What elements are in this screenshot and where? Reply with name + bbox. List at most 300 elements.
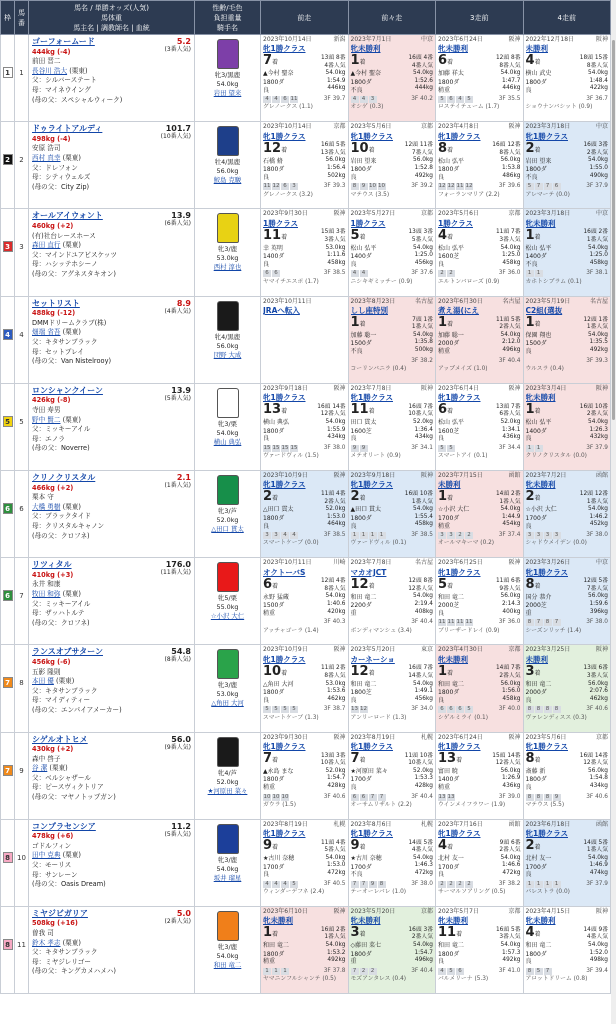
race-name-link[interactable]: 牝1勝クラス	[438, 393, 481, 403]
race-jockey: 加藤 聡一	[350, 331, 377, 339]
last-3f: 3F 39.6	[498, 183, 521, 190]
corner-position: 8	[544, 706, 552, 713]
race-date: 2023年4月30日	[438, 646, 483, 654]
past-race-cell[interactable]	[261, 35, 349, 122]
past-race-cell[interactable]	[523, 296, 611, 383]
horse-weight: 466kg (+2)	[32, 483, 74, 492]
corner-position: 2	[438, 881, 446, 888]
race-name-link[interactable]: 牝1勝クラス	[263, 829, 306, 839]
jockey-link[interactable]: 和田 竜二	[213, 960, 242, 969]
race-name-link[interactable]: 牝1勝クラス	[350, 829, 393, 839]
race-name-link[interactable]: 牝未勝利	[350, 916, 381, 926]
mother: 母：サンレーン	[32, 870, 78, 879]
past-race-cell[interactable]	[261, 645, 349, 732]
horse-name-link[interactable]: オールアイウォント	[32, 211, 103, 221]
race-name-link[interactable]: 牝1勝クラス	[263, 131, 306, 141]
race-venue: 京都	[508, 907, 521, 915]
race-result-detail: 12頭 11番 7番人気 56.0kg 1:52.8 492kg	[404, 142, 433, 179]
race-name-link[interactable]: 牝1勝クラス	[350, 480, 393, 490]
father: 父：キタサンブラック	[32, 686, 98, 695]
owner: 五影 隆則	[32, 667, 61, 676]
race-result-detail: 11頭 6番 9番人気 56.0kg 2:14.3 400kg	[495, 578, 521, 615]
track-condition: 稍重	[438, 348, 451, 356]
trainer-link[interactable]: 大橋 勇樹	[32, 502, 61, 511]
past-race-cell[interactable]	[523, 906, 611, 993]
horse-name-link[interactable]: リツィタル	[32, 560, 72, 570]
race-name-link[interactable]: 牝1勝クラス	[438, 829, 481, 839]
race-name-link[interactable]: 牝未勝利	[438, 654, 468, 664]
race-name-link[interactable]: 1勝クラス	[438, 218, 473, 228]
race-name-link[interactable]: 未勝利	[525, 654, 548, 664]
race-date: 2023年3月18日	[525, 123, 571, 131]
finish-position: 11着	[350, 402, 375, 418]
race-name-link[interactable]: 牝未勝利	[350, 44, 381, 54]
past-race-cell[interactable]	[348, 383, 436, 470]
past-race-cell[interactable]	[348, 819, 436, 906]
race-result-detail: 11頭 5番 2番人気 54.0kg 2:12.0 496kg	[495, 316, 521, 353]
race-name-link[interactable]: 牝1勝クラス	[438, 741, 481, 751]
race-date: 2023年7月8日	[350, 559, 392, 567]
race-venue: 阪神	[333, 733, 346, 741]
last-3f: 3F 38.0	[586, 531, 608, 538]
past-race-cell[interactable]	[348, 209, 436, 296]
past-race-cell[interactable]	[261, 296, 349, 383]
race-name-link[interactable]: マカオJCT	[350, 567, 387, 577]
past-race-cell[interactable]	[348, 35, 436, 122]
race-name-link[interactable]: 牝1勝クラス	[263, 741, 306, 751]
race-name-link[interactable]: 牝1勝クラス	[263, 480, 306, 490]
race-name-link[interactable]: 牝未勝利	[525, 393, 556, 403]
corner-position: 9	[360, 183, 368, 190]
race-name-link[interactable]: 牝未勝利	[525, 480, 556, 490]
past-race-cell[interactable]	[523, 383, 611, 470]
waku-cell	[1, 558, 15, 645]
past-race-cell[interactable]	[261, 732, 349, 819]
jockey-link[interactable]: 鮫島 克駿	[213, 176, 242, 185]
track-condition: 良	[350, 696, 357, 704]
trainer-link[interactable]: 田中 克典	[32, 851, 61, 860]
race-name-link[interactable]: JRAへ転入	[263, 305, 300, 315]
corner-position: 15	[281, 444, 289, 451]
corner-position: 6	[263, 270, 271, 277]
past-race-cell[interactable]	[436, 383, 524, 470]
trainer-link[interactable]: 本田 優	[32, 677, 54, 686]
race-jockey: 加藤 祥太	[438, 70, 464, 78]
race-name-link[interactable]: カーネーショ	[350, 654, 395, 664]
race-name-link[interactable]: 牝1勝クラス	[438, 567, 481, 577]
last-3f: 3F 38.0	[586, 619, 608, 626]
corner-position: 2	[438, 270, 446, 277]
jockey-link[interactable]: ★河原田 菜々	[207, 786, 248, 795]
corner-position: 8	[526, 619, 534, 626]
race-date: 2023年8月23日	[350, 297, 396, 305]
past-race-cell[interactable]	[261, 383, 349, 470]
race-date: 2023年3月4日	[525, 384, 567, 392]
scrollbar[interactable]	[611, 0, 616, 1024]
trainer-link[interactable]: 畑端 省吾	[32, 328, 61, 337]
track-condition: 良	[525, 435, 532, 443]
waku-cell	[1, 209, 15, 296]
trainer-link[interactable]: 谷 潔	[32, 764, 48, 773]
horse-name-link[interactable]: ロンシャンクイーン	[32, 385, 103, 395]
header-horse: 馬名 / 単勝オッズ(人気) 馬体重 馬主名 | 調教師名 | 血統	[29, 1, 195, 35]
corner-position: 3	[369, 96, 377, 103]
jockey-cell	[195, 122, 261, 209]
race-name-link[interactable]: 牝未勝利	[263, 916, 293, 926]
odds: 5.0 (2番人気)	[164, 908, 191, 925]
race-result-detail: 14頭 5番 1番人気 54.0kg 1:46.9 474kg	[583, 839, 608, 877]
race-name-link[interactable]: 牝1勝クラス	[350, 741, 393, 751]
race-distance: 1700ダ	[525, 514, 547, 522]
odds: 176.0 (11番人気)	[160, 560, 191, 577]
jockey-link[interactable]: △角田 大河	[211, 699, 244, 708]
past-race-cell[interactable]	[436, 209, 524, 296]
horse-name-link[interactable]: クリノクリスタル	[32, 472, 96, 482]
corner-position: 2	[447, 270, 455, 277]
corner-position: 4	[351, 96, 359, 103]
past-race-cell[interactable]	[348, 645, 436, 732]
corner-position: 3	[290, 183, 298, 190]
past-race-cell[interactable]	[523, 470, 611, 557]
past-race-cell[interactable]	[523, 645, 611, 732]
corner-position: 10	[369, 183, 376, 190]
winner-name: ヤマイチエスポ (1.7)	[263, 278, 319, 285]
winner-name: スマートケーブ (1.3)	[263, 714, 319, 721]
past-race-cell[interactable]	[261, 209, 349, 296]
burden-weight: 54.0kg	[216, 80, 239, 88]
past-race-cell[interactable]	[348, 558, 436, 645]
race-venue: 川崎	[333, 559, 346, 567]
last-3f: 3F 36.0	[498, 270, 521, 277]
race-venue: 阪神	[508, 559, 521, 567]
winner-name: ウルスラ (0.4)	[525, 365, 564, 372]
horse-weight: 460kg (+2)	[32, 221, 74, 230]
race-date: 2023年9月18日	[263, 384, 308, 392]
corner-position: 2	[456, 532, 464, 539]
track-condition: 良	[350, 260, 357, 268]
race-jockey: 和田 竜二	[263, 942, 289, 950]
corner-position: 5	[465, 96, 473, 103]
past-race-cell[interactable]	[523, 732, 611, 819]
race-name-link[interactable]: 牝1勝クラス	[263, 654, 306, 664]
trainer-link[interactable]: 長谷川 浩大	[32, 66, 68, 75]
horse-name-link[interactable]: ゴーフォームード	[32, 37, 95, 46]
mother: 母：ピースヴィクトリア	[32, 783, 104, 792]
horse-name-link[interactable]: シゲルオトヒメ	[32, 734, 88, 744]
past-race-cell[interactable]	[261, 122, 349, 209]
table-row	[1, 819, 611, 906]
past-race-cell[interactable]	[523, 558, 611, 645]
race-date: 2023年5月7日	[438, 907, 479, 915]
corner-position: 7	[351, 881, 359, 888]
race-venue: 名古屋	[414, 297, 433, 305]
last-3f: 3F 38.7	[323, 706, 346, 713]
horse-name-link[interactable]: ミヤジビガリア	[32, 908, 88, 918]
race-jockey: △田口 貫太	[263, 506, 294, 514]
last-3f: 3F 37.4	[498, 531, 521, 538]
race-name-link[interactable]: 煮え湯(にえ	[438, 305, 479, 315]
corner-position: 3	[553, 532, 561, 539]
race-result-detail: 16頭 5番 13番人気 56.0kg 1:56.4 502kg	[320, 142, 346, 179]
race-date: 2023年5月6日	[525, 733, 567, 741]
last-3f: 3F 40.6	[586, 793, 608, 800]
corner-position: 1	[272, 968, 280, 975]
winner-name: テーオーレバレ (1.0)	[350, 889, 407, 896]
race-result-detail: 16頭 12番 8番人気 56.0kg 1:53.8 486kg	[492, 142, 521, 179]
corner-position: 11	[456, 183, 464, 190]
jockey-silk-icon	[217, 301, 239, 331]
corner-position: 3	[447, 532, 455, 539]
horse-name-link[interactable]: セットリスト	[32, 298, 80, 308]
race-jockey: 松山 弘平	[438, 157, 464, 165]
header-zen: 前走	[261, 1, 349, 35]
corner-position: 6	[272, 270, 280, 277]
race-venue: 京都	[595, 733, 608, 741]
race-name-link[interactable]: 牝未勝利	[525, 916, 556, 926]
race-jockey: 横山 典弘	[263, 419, 289, 427]
father: 父：キタサンブラック	[32, 948, 98, 957]
past-race-cell[interactable]	[348, 906, 436, 993]
mother: 母：セットプレイ	[32, 347, 84, 356]
race-venue: 阪神	[508, 733, 521, 741]
last-3f: 3F 40.6	[586, 706, 608, 713]
track-condition: 良	[350, 784, 357, 792]
race-venue: 札幌	[420, 733, 433, 741]
corner-position: 6	[447, 96, 455, 103]
race-result-detail: 14頭 9番 4番人気 54.0kg 1:52.0 498kg	[583, 926, 608, 964]
race-distance: 1800ダ	[525, 166, 547, 173]
last-3f: 3F 38.5	[411, 531, 433, 538]
race-jockey: 松山 弘平	[525, 419, 552, 427]
jockey-link[interactable]: △田口 貫太	[211, 524, 244, 533]
finish-position: 1着	[350, 53, 366, 69]
winner-name: ウインメイフラワー (1.9)	[438, 801, 506, 808]
winner-name: クリノクリスタル (0.0)	[525, 453, 587, 460]
trainer-link[interactable]: 野中 賢二	[32, 415, 61, 424]
horse-info: クリノクリスタル 2.1 (1番人気) 466kg (+2) 栗本 守 大橋 勇樹 (栗東) 父：ブラックタイド 母：クリスタルキャノン (母の父：クロフネ)	[29, 470, 195, 557]
jockey-silk-icon	[217, 213, 239, 243]
race-jockey: 和田 竜二	[525, 680, 552, 688]
last-3f: 3F 37.8	[323, 967, 346, 974]
corner-position: 9	[369, 881, 377, 888]
past-race-cell[interactable]	[348, 296, 436, 383]
corner-position: 1	[553, 881, 561, 888]
race-name-link[interactable]: しし座特別	[350, 305, 388, 315]
race-name-link[interactable]: 牝1勝クラス	[525, 131, 568, 141]
track-condition: 良	[525, 871, 532, 879]
race-result-detail: 12頭 8番 12番人気 54.0kg 2:19.4 408kg	[408, 578, 433, 615]
mother: 母：マイネウイング	[32, 85, 91, 94]
past-race-cell[interactable]	[261, 558, 349, 645]
race-name-link[interactable]: 牝未勝利	[525, 218, 556, 228]
race-distance: 2000芝	[525, 601, 547, 609]
race-name-link[interactable]: 牝未勝利	[438, 916, 468, 926]
race-name-link[interactable]: 牝1勝クラス	[263, 44, 306, 54]
corner-position: 3	[263, 532, 271, 539]
race-name-link[interactable]: 1勝クラス	[350, 218, 386, 228]
corner-position: 3	[535, 532, 543, 539]
mother: 母：エノラ	[32, 434, 65, 443]
winner-name: アロットドリーム (0.8)	[525, 976, 588, 983]
winner-name: ウィンダーデフネ (2.4)	[263, 889, 325, 896]
corner-position: 7	[369, 794, 377, 801]
corner-position: 5	[272, 706, 280, 713]
past-race-cell[interactable]	[348, 470, 436, 557]
track-condition: 良	[263, 260, 270, 268]
winner-name: オシゲ (0.3)	[350, 104, 384, 111]
past-race-cell[interactable]	[523, 35, 611, 122]
race-result-detail: 11頭 10番 10番人気 52.0kg 1:53.3 428kg	[404, 752, 433, 789]
last-3f: 3F 37.9	[586, 444, 608, 451]
trainer-link[interactable]: 西村 真幸	[32, 153, 61, 162]
umaban-cell: 8	[15, 645, 29, 732]
past-race-cell[interactable]	[523, 819, 611, 906]
race-jockey: 加藤 聡一	[438, 331, 464, 339]
race-venue: 阪神	[595, 384, 608, 392]
horse-name-link[interactable]: ランスオブサターン	[32, 647, 103, 657]
past-race-cell[interactable]	[436, 296, 524, 383]
past-race-cell[interactable]	[436, 470, 524, 557]
corner-position: 3	[272, 532, 280, 539]
race-name-link[interactable]: 牝1勝クラス	[438, 131, 481, 141]
race-name-link[interactable]: 牝1勝クラス	[525, 741, 568, 751]
race-venue: 函館	[508, 471, 521, 479]
corner-position: 5	[263, 706, 271, 713]
winner-name: シゲルミライ (0.1)	[438, 714, 488, 721]
burden-weight: 56.0kg	[216, 341, 239, 350]
odds: 56.0 (9番人気)	[164, 734, 191, 751]
past-race-cell[interactable]	[348, 122, 436, 209]
race-name-link[interactable]: 牝1勝クラス	[525, 567, 568, 577]
past-race-cell[interactable]	[436, 35, 524, 122]
race-name-link[interactable]: オクトーバS	[263, 567, 306, 577]
past-race-cell[interactable]	[523, 122, 611, 209]
race-distance: 2000ダ	[525, 689, 547, 697]
table-row	[1, 35, 611, 122]
race-date: 2023年3月26日	[525, 559, 571, 567]
race-result-detail: 14頭 2番 1番人気 54.0kg 1:44.9 454kg	[495, 490, 521, 528]
race-jockey: ★古川 奈穂	[263, 855, 295, 863]
race-name-link[interactable]: C2組(選抜	[525, 305, 563, 315]
winner-name: オールマキーマ (0.2)	[438, 540, 495, 547]
winner-name: シャドウメイデン (0.0)	[525, 540, 587, 547]
race-distance: 1500ダ	[525, 340, 547, 348]
jockey-link[interactable]: ☆小沢 大仁	[210, 612, 245, 621]
horse-name-link[interactable]: コンプラセンシア	[32, 821, 96, 831]
past-race-cell[interactable]	[261, 819, 349, 906]
horse-info: ミヤジビガリア 5.0 (2番人気) 508kg (+16) 曽我 司 鈴木 孝志 (栗東) 父：キタサンブラック 母：ミヤジレリゴー (母の父：キングカメハメハ)	[29, 906, 195, 993]
corner-position: 7	[544, 183, 552, 190]
race-date: 2023年5月20日	[350, 646, 396, 654]
horse-name-link[interactable]: ドゥライトアルディ	[32, 124, 103, 134]
jockey-silk-icon	[217, 911, 239, 941]
past-race-cell[interactable]	[436, 732, 524, 819]
horse-weight: 410kg (+3)	[32, 570, 74, 579]
horse-info: ランスオブサターン 54.8 (8番人気) 456kg (-6) 五影 隆則 本田 優 (栗東) 父：キタサンブラック 母：マイディティー (母の父：エンパイアメーカー)	[29, 645, 195, 732]
winner-name: メテオリート (0.9)	[350, 453, 401, 460]
jockey-link[interactable]: 坂井 瑠星	[213, 873, 242, 882]
finish-position: 2着	[263, 489, 279, 505]
jockey-link[interactable]: 団野 大成	[213, 350, 242, 359]
track-condition: 良	[263, 435, 270, 443]
waku-badge: 3	[3, 241, 13, 252]
race-venue: 阪神	[333, 646, 346, 654]
jockey-silk-icon	[217, 737, 239, 767]
finish-position: 6着	[438, 53, 454, 69]
winner-name: コーリンバニラ (0.4)	[350, 365, 407, 372]
race-name-link[interactable]: 牝未勝利	[438, 44, 468, 54]
past-race-cell[interactable]	[348, 732, 436, 819]
trainer-link[interactable]: 鈴木 孝志	[32, 938, 61, 947]
horse-weight: 498kg (-4)	[32, 134, 71, 143]
finish-position: 7着	[263, 750, 279, 766]
finish-position: 11着	[263, 227, 288, 243]
past-race-cell[interactable]	[436, 819, 524, 906]
race-venue: 札幌	[333, 820, 346, 828]
race-name-link[interactable]: 牝1勝クラス	[350, 393, 393, 403]
finish-position: 4着	[438, 838, 454, 854]
race-venue: 函館	[595, 820, 608, 828]
winner-name: ニシキギミッチー (0.9)	[350, 278, 413, 285]
past-race-cell[interactable]	[523, 209, 611, 296]
race-date: 2023年10月9日	[263, 646, 308, 654]
jockey-link[interactable]: 岩田 望来	[213, 89, 242, 97]
race-distance: 1400ダ	[263, 253, 285, 261]
last-3f: 3F 36.7	[586, 96, 608, 103]
past-race-cell[interactable]	[261, 906, 349, 993]
corner-position: 12	[465, 183, 473, 190]
race-name-link[interactable]: 牝1勝クラス	[350, 131, 393, 141]
race-result-detail: 15頭 3番 3番人気 53.0kg 1:11.6 458kg	[320, 229, 346, 266]
corner-position: 7	[378, 794, 386, 801]
race-name-link[interactable]: 牝1勝クラス	[263, 393, 306, 403]
trainer-link[interactable]: 森田 直行	[32, 241, 61, 250]
sex-age: 牡4/黒鹿	[214, 158, 241, 167]
race-result-detail: 16頭 2番 1番人気 54.0kg 1:53.2 492kg	[320, 926, 346, 964]
finish-position: 6着	[263, 576, 279, 592]
past-race-cell[interactable]	[436, 906, 524, 993]
trainer-link[interactable]: 牧田 和弥	[32, 589, 61, 598]
race-distance: 1800ダ	[525, 78, 547, 86]
race-name-link[interactable]: 1勝クラス	[263, 218, 298, 228]
jockey-link[interactable]: 西村 淳也	[213, 263, 242, 272]
past-race-cell[interactable]	[436, 645, 524, 732]
jockey-link[interactable]: 横山 典弘	[213, 437, 242, 446]
scrollbar-thumb[interactable]	[612, 40, 615, 420]
past-race-cell[interactable]	[261, 470, 349, 557]
corner-position: 3	[526, 532, 534, 539]
last-3f: 3F 41.0	[498, 967, 521, 974]
race-jockey: 北村 友一	[438, 855, 464, 863]
track-condition: 稍重	[438, 784, 451, 792]
past-race-cell[interactable]	[436, 558, 524, 645]
race-date: 2023年5月19日	[525, 297, 571, 305]
mother-father: (母の父：スペシャルウィーク)	[32, 95, 123, 104]
race-distance: 2000ダ	[438, 340, 460, 348]
race-distance: 1800ダ	[263, 689, 285, 697]
race-distance: 1400ダ	[350, 253, 372, 261]
race-name-link[interactable]: 未勝利	[525, 44, 548, 54]
race-name-link[interactable]: 牝1勝クラス	[525, 829, 568, 839]
mother: 母：ザッハトルテ	[32, 609, 85, 618]
burden-weight: 52.0kg	[216, 515, 239, 524]
winner-name: ボンディマンシュ (3.4)	[350, 627, 412, 634]
race-distance: 1800ダ	[350, 514, 372, 522]
race-name-link[interactable]: 未勝利	[438, 480, 461, 490]
past-race-cell[interactable]	[436, 122, 524, 209]
header-zen3: 3走前	[436, 1, 524, 35]
race-distance: 1400ダ	[438, 776, 460, 784]
